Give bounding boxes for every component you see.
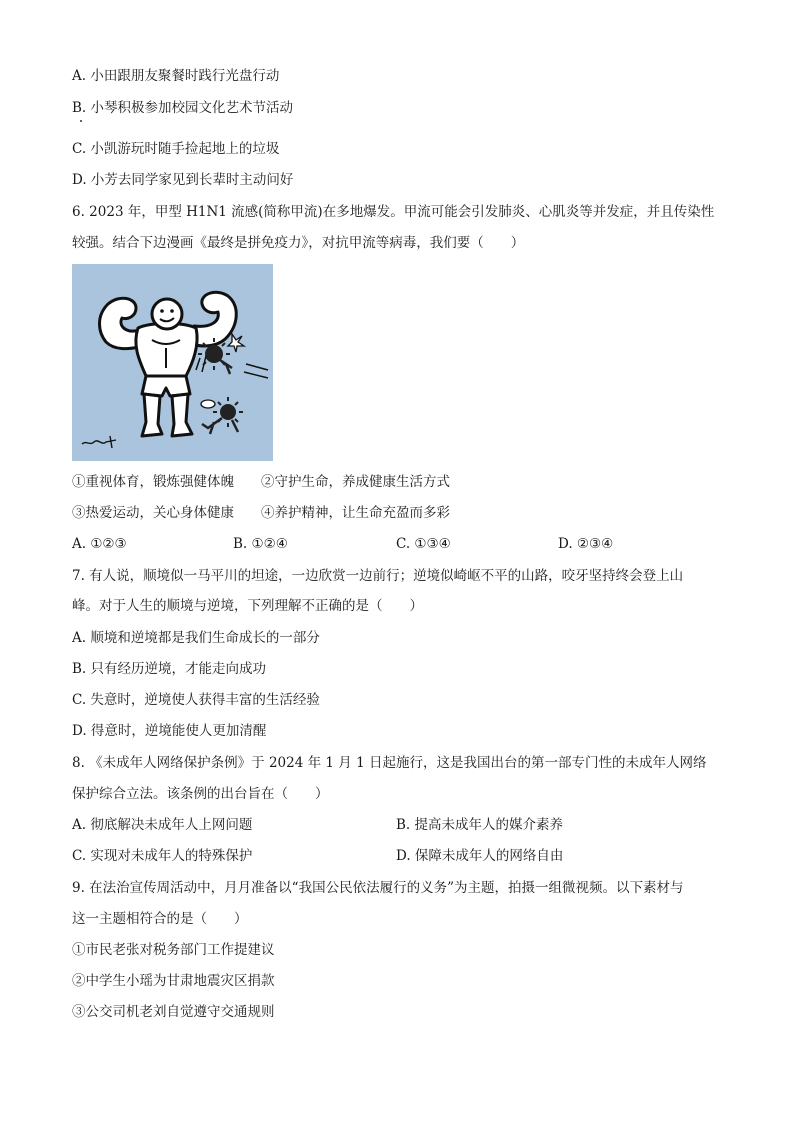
muscle-man-cartoon <box>72 264 273 461</box>
q5-option-c: C. 小凯游玩时随手捡起地上的垃圾 <box>72 141 280 157</box>
q6-option-d: D. ②③④ <box>558 536 614 552</box>
q7-option-b: B. 只有经历逆境，才能走向成功 <box>72 661 267 677</box>
immunity-cartoon-image <box>72 264 273 461</box>
right-eye <box>170 309 174 313</box>
q8-stem-line1: 8. 《未成年人网络保护条例》于 2024 年 1 月 1 日起施行，这是我国出台的第一部专门性的未成年人网络 <box>72 755 707 771</box>
q6-stem-line1: 6. 2023 年，甲型 H1N1 流感(简称甲流)在多地爆发。甲流可能会引发肺炎、心肌炎等并发症，并且传染性 <box>72 204 715 220</box>
q6-option-b: B. ①②④ <box>233 536 288 552</box>
q8-stem-line2: 保护综合立法。该条例的出台旨在（ ） <box>72 786 329 802</box>
left-eye <box>160 309 164 313</box>
q6-option-c: C. ①③④ <box>396 536 451 552</box>
q8-option-b: B. 提高未成年人的媒介素养 <box>396 817 564 833</box>
q7-option-c: C. 失意时，逆境使人获得丰富的生活经验 <box>72 692 320 708</box>
q8-option-c: C. 实现对未成年人的特殊保护 <box>72 848 253 864</box>
q6-stem-line2: 较强。结合下边漫画《最终是拼免疫力》，对抗甲流等病毒，我们要（ ） <box>72 235 525 251</box>
q6-statements-line1: ①重视体育，锻炼强健体魄 ②守护生命，养成健康生活方式 <box>72 474 450 490</box>
q9-item-2: ②中学生小瑶为甘肃地震灾区捐款 <box>72 973 275 989</box>
q7-stem-line2: 峰。对于人生的顺境与逆境，下列理解不正确的是（ ） <box>72 598 423 614</box>
q7-option-d: D. 得意时，逆境能使人更加清醒 <box>72 723 267 739</box>
q8-option-a: A. 彻底解决未成年人上网问题 <box>72 817 253 833</box>
dizzy-cloud-icon <box>201 400 215 408</box>
q9-item-1: ①市民老张对税务部门工作提建议 <box>72 942 275 958</box>
q5-option-a: A. 小田跟朋友聚餐时践行光盘行动 <box>72 68 280 84</box>
head <box>152 299 182 329</box>
left-leg <box>142 394 162 436</box>
q6-statements-line2: ③热爱运动，关心身体健康 ④养护精神，让生命充盈而多彩 <box>72 505 450 521</box>
q9-stem-line1: 9. 在法治宣传周活动中，月月准备以“我国公民依法履行的义务”为主题，拍摄一组微视频。以下素材与 <box>72 880 684 896</box>
q6-option-a: A. ①②③ <box>72 536 127 552</box>
q5-option-b: B. 小琴积极参加校园文化艺术节活动 <box>72 100 294 116</box>
q5-option-d: D. 小芳去同学家见到长辈时主动问好 <box>72 172 294 188</box>
stray-dot <box>80 120 82 122</box>
q7-stem-line1: 7. 有人说，顺境似一马平川的坦途，一边欣赏一边前行；逆境似崎岖不平的山路，咬牙坚持终会登上山 <box>72 568 684 584</box>
q9-item-3: ③公交司机老刘自觉遵守交通规则 <box>72 1004 275 1020</box>
q9-stem-line2: 这一主题相符合的是（ ） <box>72 911 248 927</box>
q8-option-d: D. 保障未成年人的网络自由 <box>396 848 564 864</box>
q7-option-a: A. 顺境和逆境都是我们生命成长的一部分 <box>72 630 320 646</box>
